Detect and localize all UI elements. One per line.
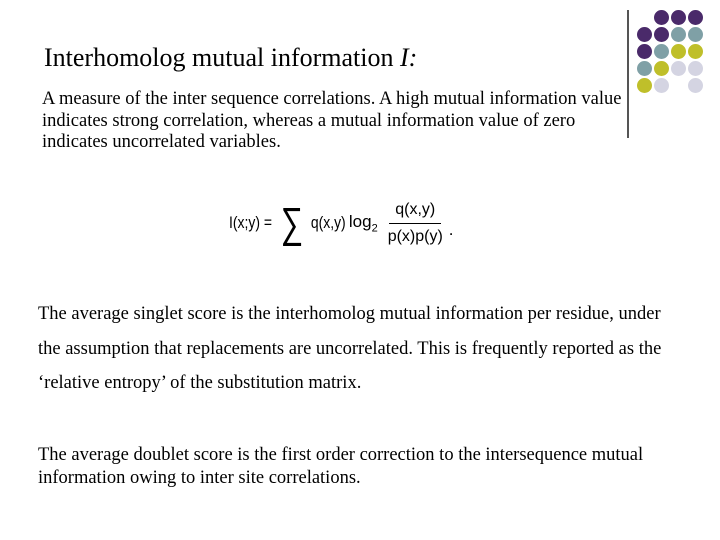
decorative-dot (688, 61, 703, 76)
sum-symbol: ∑ (281, 199, 304, 246)
decorative-dot (688, 78, 703, 93)
decorative-dot (688, 10, 703, 25)
decorative-dot (688, 27, 703, 42)
fraction-numerator: q(x,y) (389, 199, 441, 224)
decorative-dot (637, 27, 652, 42)
formula-lhs: I(x;y) = (229, 213, 272, 232)
mutual-information-formula (229, 192, 454, 254)
formula-log (349, 212, 378, 234)
decorative-dot (671, 10, 686, 25)
singlet-score-paragraph: The average singlet score is the interhomolog mutual information per residue, under the assumption that replacements are uncorrelated. This is frequently reported as the ‘relative entropy’ of the substitution matrix. (38, 304, 662, 393)
decorative-dot (654, 10, 669, 25)
decorative-dot-grid (637, 10, 703, 93)
decorative-dot (637, 10, 652, 25)
decorative-dot (637, 44, 652, 59)
intro-paragraph: A measure of the inter sequence correlations. A high mutual information value indicates strong correlation, whereas a mutual information value of zero indicates uncorrelated variables. (42, 89, 622, 152)
decorative-dot (671, 78, 686, 93)
decorative-dot (688, 44, 703, 59)
fraction-denominator: p(x)p(y) (387, 227, 443, 245)
title-variable: I: (400, 43, 418, 72)
decorative-dot (637, 78, 652, 93)
decorative-dot (671, 61, 686, 76)
formula-term: q(x,y) (311, 213, 347, 232)
decorative-divider (627, 10, 629, 138)
formula-end: . (448, 220, 454, 239)
doublet-score-paragraph: The average doublet score is the first order correction to the intersequence mutual information owing to inter site correlations. (38, 445, 644, 488)
decorative-dot (654, 27, 669, 42)
decorative-dot (654, 44, 669, 59)
decorative-dot (637, 61, 652, 76)
decorative-dot (654, 61, 669, 76)
decorative-dot (671, 27, 686, 42)
slide-title (44, 42, 417, 74)
decorative-dot (654, 78, 669, 93)
log-label: log (348, 211, 372, 231)
decorative-dot (671, 44, 686, 59)
log-base: 2 (371, 222, 378, 235)
formula-fraction (384, 199, 447, 248)
title-text: Interhomolog mutual information (44, 43, 400, 72)
